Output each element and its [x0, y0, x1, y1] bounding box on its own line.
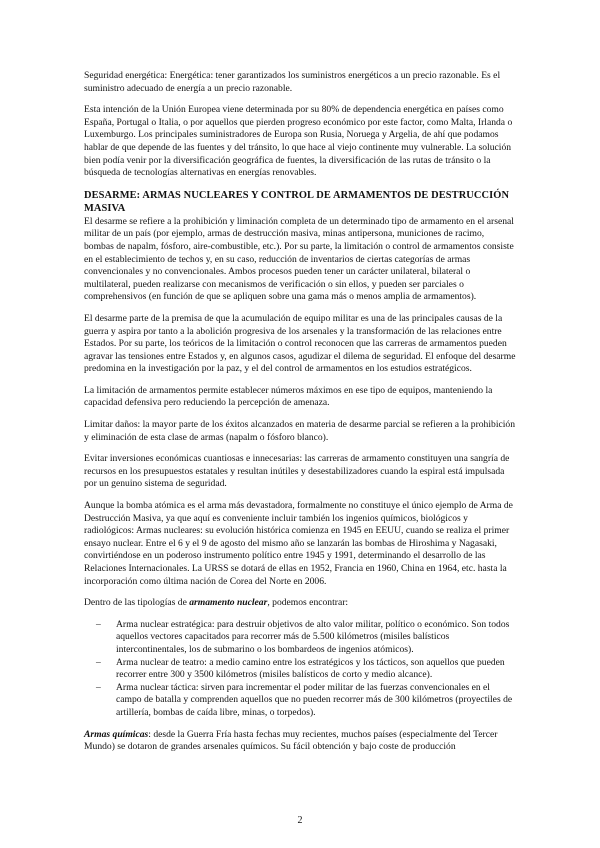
- list-item: [84, 657, 516, 682]
- paragraph-disarmament-definition: El desarme se refiere a la prohibición y liminación completa de un determinado tipo de armamento en el arsenal militar de un país (por ejemplo, armas de destrucción masiva, minas antipersona, municiones de racimo, bombas de napalm, fósforo, aire-combustible, etc.). Por su parte, la limitación o control de armamentos consiste en el establecimiento de techos y, en su caso, reducción de inventarios de ciertas categorías de armas convencionales y no convencionales. Ambos procesos pueden tener un carácter unilateral, bilateral o multilateral, pueden realizarse con mecanismos de verificación o sin ellos, y pueden ser parciales o comprehensivos (en función de que se apliquen sobre una gama más o menos amplia de armamentos).: [84, 215, 514, 303]
- paragraph-eu-dependence: Esta intención de la Unión Europea viene determinada por su 80% de dependencia energética en países como España, Portugal o Italia, o por aquellos que pierden progreso económico por este factor, como Malta, Irlanda o Luxemburgo. Los principales suministradores de Europa son Rusia, Noruega y Argelia, de ahí que podamos hablar de que depende de las fuentes y del tránsito, lo que hace al viejo continente muy vulnerable. La solución bien podía venir por la diversificación geográfica de fuentes, la diversificación de las rutas de tránsito o la búsqueda de tecnologías alternativas en energías renovables.: [84, 104, 513, 179]
- section-heading: DESARME: ARMAS NUCLEARES Y CONTROL DE ARMAMENTOS DE DESTRUCCIÓN MASIVA: [84, 189, 510, 214]
- paragraph-atomic-bomb: Aunque la bomba atómica es el arma más devastadora, formalmente no constituye el único ejemplo de Arma de Destrucción Masiva, ya que aquí es conveniente incluir también los ingenios químicos, biológicos y radiológicos: Armas nucleares: su evolución histórica comienza en 1945 en EEUU, cuando se realiza el primer ensayo nuclear. Entre el 6 y el 9 de agosto del mismo año se lanzarán las bombas de Hiroshima y Nagasaki, convirtiéndose en un poderoso instrumento político entre 1945 y 1991, determinando el desarrollo de las Relaciones Internacionales. La URSS se dotará de ellas en 1952, Francia en 1960, China en 1964, etc. hasta la incorporación como última nación de Corea del Norte en 2006.: [84, 500, 513, 587]
- list-item: [84, 619, 516, 657]
- chemical-text: : desde la Guerra Fría hasta fechas muy recientes, muchos países (especialmente del Tercer Mundo) se dotaron de grandes arsenales químicos. Su fácil obtención y bajo coste de producción: [84, 728, 498, 753]
- typologies-prefix: Dentro de las tipologías de: [84, 597, 190, 609]
- paragraph-chemical-weapons: [84, 729, 516, 754]
- paragraph-limit-damage: Limitar daños: la mayor parte de los éxitos alcanzados en materia de desarme parcial se refieren a la prohibición y eliminación de esta clase de armas (napalm o fósforo blanco).: [84, 419, 516, 443]
- nuclear-types-list: [84, 619, 516, 720]
- paragraph-energy-security: Seguridad energética: Energética: tener garantizados los suministros energéticos a un precio razonable. Es el suministro adecuado de energía a un precio razonable.: [84, 70, 501, 94]
- paragraph-nuclear-typologies: [84, 597, 516, 610]
- list-item: [84, 682, 516, 720]
- list-item-text: Arma nuclear táctica: sirven para incrementar el poder militar de las fuerzas convencionales en el campo de batalla y comprenden aquellos que no pueden recorrer más de 300 kilómetros (proyectiles de artillería, bombas de caída libre, minas, o torpedos).: [116, 681, 513, 718]
- paragraph-avoid-investment: Evitar inversiones económicas cuantiosas e innecesarias: las carreras de armamento constituyen una sangría de recursos en los presupuestos estatales y resultan inútiles y desestabilizadores cuando la espiral está impulsada por un genuino sistema de seguridad.: [84, 453, 510, 490]
- typologies-emphasis: armamento nuclear: [189, 597, 268, 609]
- list-item-text: Arma nuclear estratégica: para destruir objetivos de alto valor militar, político o económico. Son todos aquellos vectores capacitados para recorrer más de 5.500 kilómetros (misiles balísticos intercontinentales, los de submarino o los bombardeos de ingenios atómicos).: [116, 618, 510, 655]
- paragraph-disarmament-premise: El desarme parte de la premisa de que la acumulación de equipo militar es una de las principales causas de la guerra y aspira por tanto a la abolición progresiva de los arsenales y la transformación de las relaciones entre Estados. Por su parte, los teóricos de la limitación o control reconocen que las carreras de armamentos pueden agravar las tensiones entre Estados y, en algunos casos, agudizar el dilema de seguridad. El enfoque del desarme predomina en la investigación por la paz, y el del control de armamentos en los estudios estratégicos.: [84, 312, 516, 375]
- dash-bullet: –: [96, 681, 101, 693]
- list-item-text: Arma nuclear de teatro: a medio camino entre los estratégicos y los tácticos, son aquellos que pueden recorrer entre 300 y 3500 kilómetros (misiles balísticos de corto y medio alcance).: [116, 656, 505, 681]
- document-page: [84, 70, 516, 763]
- dash-bullet: –: [96, 618, 101, 630]
- chemical-emphasis: Armas químicas: [84, 728, 149, 740]
- typologies-suffix: , podemos encontrar:: [267, 597, 349, 609]
- paragraph-arms-limitation: La limitación de armamentos permite establecer números máximos en ese tipo de equipos, manteniendo la capacidad defensiva pero reduciendo la percepción de amenaza.: [84, 384, 493, 409]
- page-number: 2: [297, 815, 303, 826]
- dash-bullet: –: [96, 656, 101, 668]
